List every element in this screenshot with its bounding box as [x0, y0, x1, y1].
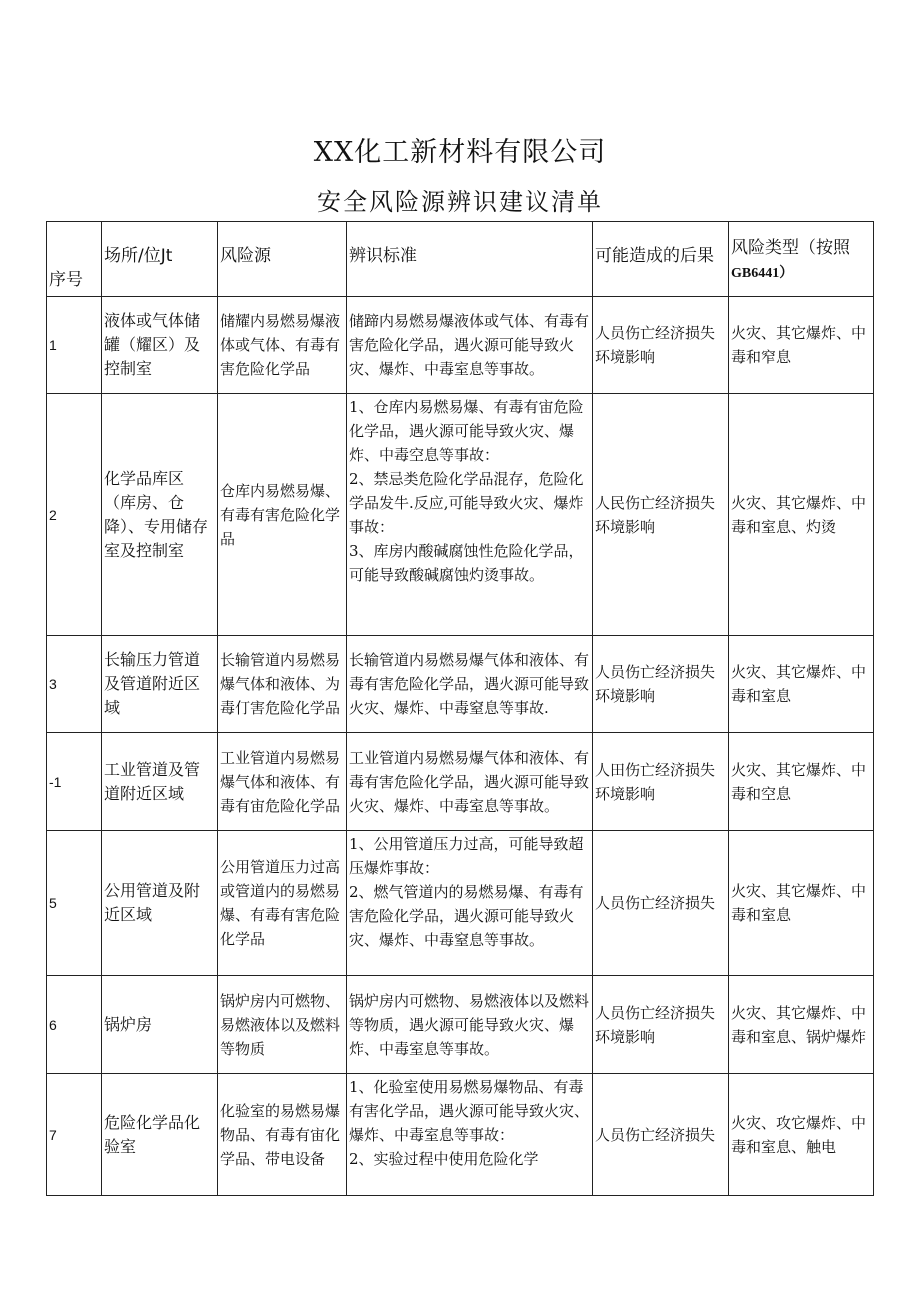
row-source: 长输管道内易燃易爆气体和液体、为毒仃害危险化学品 — [218, 636, 347, 733]
table-row — [47, 733, 874, 831]
table-row — [47, 1074, 874, 1196]
criteria-line: 3、库房内酸碱腐蚀性危险化学品，可能导致酸碱腐蚀灼烫事故。 — [349, 542, 584, 584]
row-risk-type: 火灾、其它爆炸、中毒和空息 — [729, 733, 874, 831]
row-source: 储耀内易燃易爆液体或气体、有毒有害危险化学品 — [218, 297, 347, 394]
row-seq: 7 — [47, 1074, 102, 1196]
row-criteria — [347, 976, 593, 1074]
row-seq: -1 — [47, 733, 102, 831]
row-source: 工业管道内易燃易爆气体和液体、有毒有宙危险化学品 — [218, 733, 347, 831]
row-seq: 5 — [47, 831, 102, 976]
row-location: 公用管道及附近区域 — [102, 831, 218, 976]
row-source: 公用管道压力过高或管道内的易燃易爆、有毒有害危险化学品 — [218, 831, 347, 976]
row-seq: 6 — [47, 976, 102, 1074]
header-risk-type-label: 风险类型（按照 — [731, 238, 850, 258]
row-criteria — [347, 394, 593, 636]
row-source: 仓库内易燃易爆、有毒有害危险化学品 — [218, 394, 347, 636]
document-title: 安全风险源辨识建议清单 — [317, 188, 603, 216]
table-row — [47, 394, 874, 636]
row-risk-type: 火灾、其它爆炸、中毒和室息、锅炉爆炸 — [729, 976, 874, 1074]
criteria-line: 1、仓库内易燃易爆、有毒有宙危险化学品，遇火源可能导致火灾、爆炸、中毒空息等事故： — [349, 398, 584, 464]
row-consequence: 人田伤亡经济损失环境影响 — [593, 733, 729, 831]
row-criteria — [347, 733, 593, 831]
table-row — [47, 636, 874, 733]
row-location: 长输压力管道及管道附近区域 — [102, 636, 218, 733]
row-risk-type: 火灾、其它爆炸、中毒和室息、灼烫 — [729, 394, 874, 636]
criteria-line: 储蹄内易燃易爆液体或气体、有毒有害危险化学品，遇火源可能导致火灾、爆炸、中毒室息等事故。 — [349, 312, 590, 378]
row-location: 液体或气体储罐（耀区）及控制室 — [102, 297, 218, 394]
table-row — [47, 831, 874, 976]
row-consequence: 人员伤亡经济损失 — [593, 831, 729, 976]
row-criteria — [347, 1074, 593, 1196]
row-seq: 1 — [47, 297, 102, 394]
header-location: 场所/位Jt — [102, 222, 218, 297]
header-consequence: 可能造成的后果 — [593, 222, 729, 297]
table-row — [47, 976, 874, 1074]
header-source: 风险源 — [218, 222, 347, 297]
row-seq: 2 — [47, 394, 102, 636]
row-criteria — [347, 636, 593, 733]
header-row — [47, 222, 874, 297]
criteria-line: 2、实验过程中使用危险化学 — [349, 1150, 539, 1168]
row-location: 化学品库区（库房、仓降）、专用储存室及控制室 — [102, 394, 218, 636]
row-consequence: 人员伤亡经济损失环境影响 — [593, 297, 729, 394]
row-risk-type: 火灾、其它爆炸、中毒和室息 — [729, 636, 874, 733]
criteria-line: 工业管道内易燃易爆气体和液体、有毒有害危险化学品，遇火源可能导致火灾、爆炸、中毒室息等事故。 — [349, 748, 590, 815]
criteria-line: 长输管道内易燃易爆气体和液体、有毒有害危险化学品，遇火源可能导致火灾、爆炸、中毒窒息等事故. — [349, 651, 590, 717]
header-seq: 序号 — [47, 222, 102, 297]
row-risk-type: 火灾、其它爆炸、中毒和室息 — [729, 831, 874, 976]
row-consequence: 人员伤亡经济损失环境影响 — [593, 976, 729, 1074]
criteria-line: 锅炉房内可燃物、易燃液体以及燃料等物质，遇火源可能导致火灾、爆炸、中毒室息等事故。 — [349, 991, 590, 1058]
row-source: 锅炉房内可燃物、易燃液体以及燃料等物质 — [218, 976, 347, 1074]
row-risk-type: 火灾、其它爆炸、中毒和窄息 — [729, 297, 874, 394]
header-risk-type — [729, 222, 874, 297]
row-location: 工业管道及管道附近区域 — [102, 733, 218, 831]
row-source: 化验室的易燃易爆物品、有毒有宙化学品、带电设备 — [218, 1074, 347, 1196]
risk-table — [46, 221, 874, 1196]
row-criteria — [347, 297, 593, 394]
table-row — [47, 297, 874, 394]
header-criteria: 辨识标准 — [347, 222, 593, 297]
criteria-line: 1、公用管道压力过高，可能导致超压爆炸事故： — [349, 835, 584, 877]
row-location: 锅炉房 — [102, 976, 218, 1074]
criteria-line: 2、禁忌类危险化学品混存，危险化学品发牛.反应,可能导致火灾、爆炸事故： — [349, 470, 584, 536]
criteria-line: 2、燃气管道内的易燃易爆、有毒有害危险化学品，遇火源可能导致火灾、爆炸、中毒窒息等事故。 — [349, 883, 584, 949]
row-consequence: 人员伤亡经济损失 — [593, 1074, 729, 1196]
row-risk-type: 火灾、攻它爆炸、中毒和室息、触电 — [729, 1074, 874, 1196]
row-seq: 3 — [47, 636, 102, 733]
row-consequence: 人员伤亡经济损失环境影响 — [593, 636, 729, 733]
row-criteria — [347, 831, 593, 976]
row-location: 危险化学品化验室 — [102, 1074, 218, 1196]
criteria-line: 1、化验室使用易燃易爆物品、有毒有害化学品，遇火源可能导致火灾、爆炸、中毒室息等事故： — [349, 1078, 590, 1144]
company-name: XX化工新材料有限公司 — [313, 137, 607, 168]
header-risk-type-standard: GB6441） — [731, 266, 794, 281]
row-consequence: 人民伤亡经济损失环境影响 — [593, 394, 729, 636]
